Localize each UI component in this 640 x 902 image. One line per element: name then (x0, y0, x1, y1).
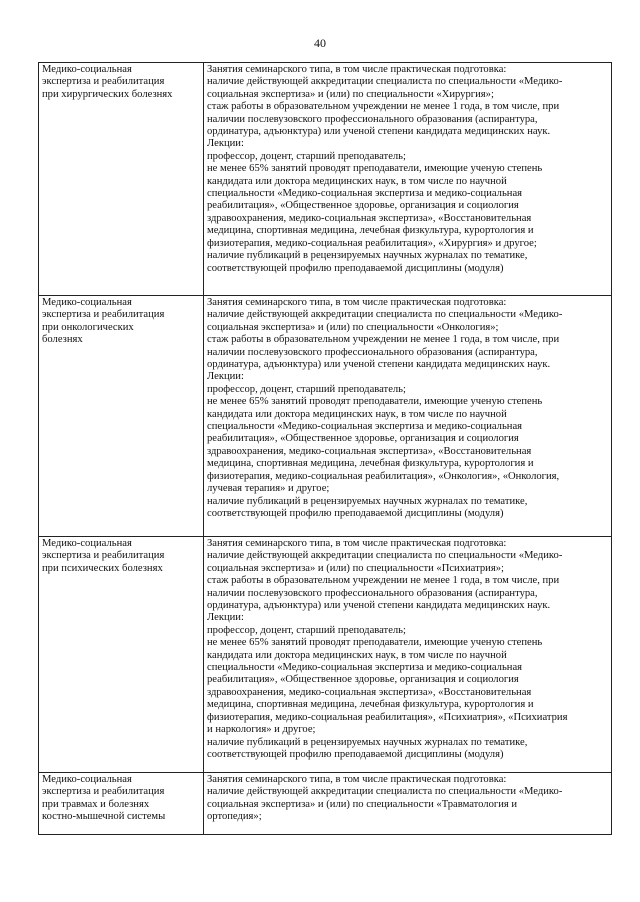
requirement-line: не менее 65% занятий проводят преподаватели, имеющие ученую степень (207, 396, 543, 408)
requirements-cell (204, 63, 612, 296)
discipline-name-cell (39, 537, 204, 773)
requirement-line: реабилитация», «Общественное здоровье, организация и социология (207, 674, 519, 686)
requirement-line: физиотерапия, медико-социальная реабилитация», «Онкология», «Онкология, (207, 470, 560, 482)
requirement-line: соответствующей профилю преподаваемой дисциплины (модуля) (207, 748, 504, 760)
requirement-line: наличие публикаций в рецензируемых научных журналах по тематике, (207, 495, 528, 507)
requirement-line: Лекции: (207, 138, 244, 150)
discipline-name-cell (39, 773, 204, 835)
requirement-line: ортопедия»; (207, 811, 262, 823)
requirement-line: специальности «Медико-социальная экспертиза и медико-социальная (207, 188, 523, 200)
requirement-line: стаж работы в образовательном учреждении не менее 1 года, в том числе, при (207, 334, 560, 346)
requirement-line: соответствующей профилю преподаваемой дисциплины (модуля) (207, 507, 504, 519)
requirement-line: наличие действующей аккредитации специалиста по специальности «Медико- (207, 76, 563, 88)
requirement-line: Лекции: (207, 371, 244, 383)
discipline-name-line: при травмах и болезнях (42, 798, 150, 810)
requirement-line: медицина, спортивная медицина, лечебная физкультура, курортология и (207, 458, 534, 470)
requirement-line: наличии послевузовского профессионального образования (аспирантура, (207, 113, 538, 125)
discipline-name-line: Медико-социальная (42, 774, 132, 785)
requirement-line: не менее 65% занятий проводят преподаватели, имеющие ученую степень (207, 163, 543, 175)
requirement-line: физиотерапия, медико-социальная реабилитация», «Хирургия» и другое; (207, 237, 537, 249)
discipline-name-line: экспертиза и реабилитация (42, 76, 165, 88)
requirement-line: медицина, спортивная медицина, лечебная физкультура, курортология и (207, 225, 534, 237)
requirement-line: ординатура, адъюнктура) или ученой степени кандидата медицинских наук. (207, 126, 551, 138)
discipline-name-line: Медико-социальная (42, 538, 132, 549)
requirement-line: стаж работы в образовательном учреждении не менее 1 года, в том числе, при (207, 101, 560, 113)
discipline-name-line: экспертиза и реабилитация (42, 309, 165, 321)
requirement-line: Лекции: (207, 612, 244, 624)
requirement-line: здравоохранения, медико-социальная экспертиза», «Восстановительная (207, 445, 532, 457)
requirement-line: наличии послевузовского профессионального образования (аспирантура, (207, 587, 538, 599)
discipline-name-line: при психических болезнях (42, 562, 163, 574)
requirement-line: реабилитация», «Общественное здоровье, организация и социология (207, 200, 519, 212)
requirement-line: наличие действующей аккредитации специалиста по специальности «Медико- (207, 786, 563, 798)
page-number: 40 (314, 36, 326, 50)
table-row (39, 63, 612, 296)
table-row (39, 773, 612, 835)
requirement-line: физиотерапия, медико-социальная реабилитация», «Психиатрия», «Психиатрия (207, 711, 568, 723)
requirement-line: наличие действующей аккредитации специалиста по специальности «Медико- (207, 550, 563, 562)
discipline-name-line: при хирургических болезнях (42, 88, 173, 100)
requirement-line: здравоохранения, медико-социальная экспертиза», «Восстановительная (207, 686, 532, 698)
discipline-name-line: Медико-социальная (42, 64, 132, 75)
requirement-line: социальная экспертиза» и (или) по специальности «Онкология»; (207, 321, 499, 333)
requirement-line: ординатура, адъюнктура) или ученой степени кандидата медицинских наук. (207, 359, 551, 371)
requirement-line: Занятия семинарского типа, в том числе практическая подготовка: (207, 64, 507, 75)
requirement-line: кандидата или доктора медицинских наук, в том числе по научной (207, 649, 507, 661)
requirement-line: стаж работы в образовательном учреждении не менее 1 года, в том числе, при (207, 575, 560, 587)
requirement-line: профессор, доцент, старший преподаватель; (207, 383, 406, 395)
requirement-line: Занятия семинарского типа, в том числе практическая подготовка: (207, 538, 507, 549)
requirement-line: и наркология» и другое; (207, 724, 316, 736)
discipline-name-line: костно-мышечной системы (42, 811, 166, 823)
discipline-name-line: экспертиза и реабилитация (42, 550, 165, 562)
discipline-name-cell (39, 296, 204, 537)
requirement-line: профессор, доцент, старший преподаватель; (207, 150, 406, 162)
requirement-line: социальная экспертиза» и (или) по специальности «Травматология и (207, 798, 518, 810)
requirement-line: наличие публикаций в рецензируемых научных журналах по тематике, (207, 250, 528, 262)
discipline-name-cell (39, 63, 204, 296)
requirements-cell (204, 537, 612, 773)
requirement-line: соответствующей профилю преподаваемой дисциплины (модуля) (207, 262, 504, 274)
requirement-line: не менее 65% занятий проводят преподаватели, имеющие ученую степень (207, 637, 543, 649)
requirement-line: социальная экспертиза» и (или) по специальности «Психиатрия»; (207, 562, 504, 574)
discipline-name-line: экспертиза и реабилитация (42, 786, 165, 798)
requirements-cell (204, 296, 612, 537)
requirement-line: специальности «Медико-социальная экспертиза и медико-социальная (207, 662, 523, 674)
requirement-line: кандидата или доктора медицинских наук, в том числе по научной (207, 408, 507, 420)
requirement-line: ординатура, адъюнктура) или ученой степени кандидата медицинских наук. (207, 600, 551, 612)
requirement-line: наличие публикаций в рецензируемых научных журналах по тематике, (207, 736, 528, 748)
table-row (39, 537, 612, 773)
discipline-name-line: при онкологических (42, 321, 134, 333)
requirement-line: здравоохранения, медико-социальная экспертиза», «Восстановительная (207, 212, 532, 224)
table-row (39, 296, 612, 537)
requirement-line: медицина, спортивная медицина, лечебная физкультура, курортология и (207, 699, 534, 711)
discipline-name-line: Медико-социальная (42, 297, 132, 308)
requirement-line: Занятия семинарского типа, в том числе практическая подготовка: (207, 297, 507, 308)
requirements-table (38, 62, 612, 835)
requirement-line: реабилитация», «Общественное здоровье, организация и социология (207, 433, 519, 445)
requirement-line: Занятия семинарского типа, в том числе практическая подготовка: (207, 774, 507, 785)
requirement-line: наличие действующей аккредитации специалиста по специальности «Медико- (207, 309, 563, 321)
requirement-line: социальная экспертиза» и (или) по специальности «Хирургия»; (207, 88, 494, 100)
requirement-line: специальности «Медико-социальная экспертиза и медико-социальная (207, 421, 523, 433)
requirement-line: лучевая терапия» и другое; (207, 483, 330, 495)
requirements-cell (204, 773, 612, 835)
requirement-line: кандидата или доктора медицинских наук, в том числе по научной (207, 175, 507, 187)
discipline-name-line: болезнях (42, 334, 83, 346)
requirement-line: профессор, доцент, старший преподаватель; (207, 624, 406, 636)
requirement-line: наличии послевузовского профессионального образования (аспирантура, (207, 346, 538, 358)
